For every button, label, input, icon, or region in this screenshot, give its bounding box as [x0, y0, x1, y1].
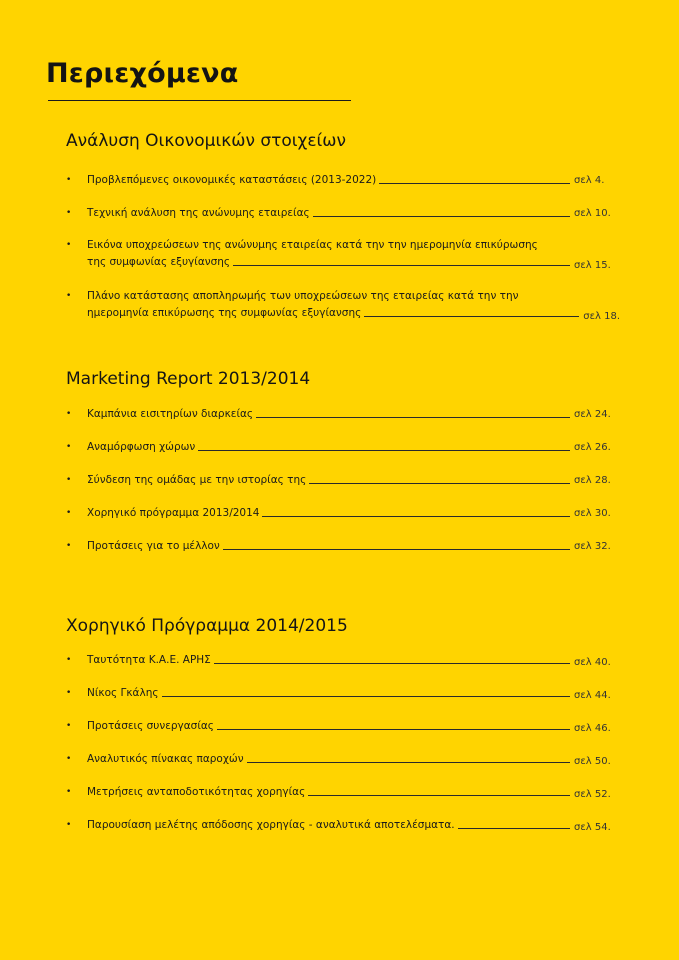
bullet-icon: • — [66, 240, 72, 250]
toc-item[interactable] — [66, 439, 611, 455]
toc-item-page: σελ 32. — [574, 541, 611, 552]
bullet-icon: • — [66, 820, 72, 830]
toc-item-label: Ταυτότητα Κ.Α.Ε. ΑΡΗΣ — [87, 654, 211, 666]
bullet-icon: • — [66, 688, 72, 698]
toc-item-label: Χορηγικό πρόγραμμα 2013/2014 — [87, 507, 260, 519]
toc-item-page: σελ 18. — [583, 311, 621, 322]
bullet-icon: • — [66, 409, 72, 419]
toc-item-label: Σύνδεση της ομάδας με την ιστορίας της — [87, 474, 307, 486]
toc-item-label: Παρουσίαση μελέτης απόδοσης χορηγίας - αναλυτικά αποτελέσματα. — [87, 819, 455, 831]
toc-item-page: σελ 28. — [574, 475, 611, 486]
toc-item[interactable] — [66, 538, 611, 554]
toc-item-page: σελ 54. — [574, 822, 611, 833]
section-sponsorship-program — [66, 616, 611, 833]
toc-item-label: Μετρήσεις ανταποδοτικότητας χορηγίας — [87, 786, 306, 798]
toc-item[interactable] — [66, 751, 611, 767]
toc-item[interactable] — [66, 784, 611, 800]
dotted-leader — [233, 265, 570, 266]
toc-item[interactable] — [66, 237, 611, 270]
bullet-icon: • — [66, 541, 72, 551]
section-marketing-report — [66, 369, 611, 554]
toc-item[interactable] — [66, 652, 611, 668]
dotted-leader — [223, 549, 570, 550]
toc-item[interactable] — [66, 472, 611, 488]
toc-item-label: Τεχνική ανάλυση της ανώνυμης εταιρείας — [87, 207, 310, 219]
toc-item-page: σελ 10. — [574, 208, 611, 219]
title-divider — [48, 100, 351, 101]
toc-item-label: Προτάσεις για το μέλλον — [87, 540, 220, 552]
section-title: Marketing Report 2013/2014 — [66, 369, 311, 389]
toc-item-page: σελ 50. — [574, 756, 611, 767]
toc-item-label-line1: Πλάνο κατάστασης αποπληρωμής των υποχρεώσεων της εταιρείας κατά την την — [87, 290, 519, 302]
bullet-icon: • — [66, 175, 72, 185]
toc-item-page: σελ 40. — [574, 657, 611, 668]
toc-item[interactable] — [66, 718, 611, 734]
dotted-leader — [256, 417, 570, 418]
toc-item-label: Προτάσεις συνεργασίας — [87, 720, 214, 732]
section-title: Ανάλυση Οικονομικών στοιχείων — [66, 131, 347, 151]
bullet-icon: • — [66, 208, 72, 218]
toc-item-label: της συμφωνίας εξυγίανσης — [87, 256, 231, 268]
toc-item-page: σελ 30. — [574, 508, 611, 519]
dotted-leader — [214, 663, 570, 664]
toc-item-label: Αναλυτικός πίνακας παροχών — [87, 753, 244, 765]
toc-item[interactable] — [66, 288, 621, 322]
dotted-leader — [379, 183, 570, 184]
toc-item-page: σελ 15. — [574, 260, 611, 271]
dotted-leader — [458, 828, 570, 829]
dotted-leader — [262, 516, 570, 517]
dotted-leader — [309, 483, 570, 484]
toc-item-label: Προβλεπόμενες οικονομικές καταστάσεις (2013-2022) — [87, 174, 377, 186]
toc-item-label: Νίκος Γκάλης — [87, 687, 159, 699]
toc-item[interactable] — [66, 685, 611, 701]
toc-item-page: σελ 4. — [574, 175, 605, 186]
dotted-leader — [247, 762, 570, 763]
toc-item-label: Καμπάνια εισιτηρίων διαρκείας — [87, 408, 254, 420]
bullet-icon: • — [66, 787, 72, 797]
dotted-leader — [198, 450, 570, 451]
dotted-leader — [313, 216, 570, 217]
bullet-icon: • — [66, 721, 72, 731]
toc-item[interactable] — [66, 172, 611, 188]
dotted-leader — [217, 729, 570, 730]
section-title: Χορηγικό Πρόγραμμα 2014/2015 — [66, 616, 348, 636]
section-financial-analysis — [66, 131, 621, 322]
toc-item-page: σελ 44. — [574, 690, 611, 701]
page-title: Περιεχόμενα — [46, 58, 239, 89]
bullet-icon: • — [66, 655, 72, 665]
dotted-leader — [162, 696, 570, 697]
toc-item-page: σελ 26. — [574, 442, 611, 453]
toc-item[interactable] — [66, 505, 611, 521]
bullet-icon: • — [66, 291, 72, 301]
toc-item-label: Αναμόρφωση χώρων — [87, 441, 196, 453]
toc-item-label-line1: Εικόνα υποχρεώσεων της ανώνυμης εταιρείας κατά την την ημερομηνία επικύρωσης — [87, 239, 538, 251]
toc-item[interactable] — [66, 817, 611, 833]
dotted-leader — [364, 316, 579, 317]
toc-item-label: ημερομηνία επικύρωσης της συμφωνίας εξυγίανσης — [87, 307, 362, 319]
bullet-icon: • — [66, 442, 72, 452]
bullet-icon: • — [66, 508, 72, 518]
bullet-icon: • — [66, 475, 72, 485]
toc-item-page: σελ 24. — [574, 409, 611, 420]
bullet-icon: • — [66, 754, 72, 764]
toc-item[interactable] — [66, 205, 611, 221]
toc-item[interactable] — [66, 406, 611, 422]
dotted-leader — [308, 795, 570, 796]
toc-item-page: σελ 46. — [574, 723, 611, 734]
toc-item-page: σελ 52. — [574, 789, 611, 800]
